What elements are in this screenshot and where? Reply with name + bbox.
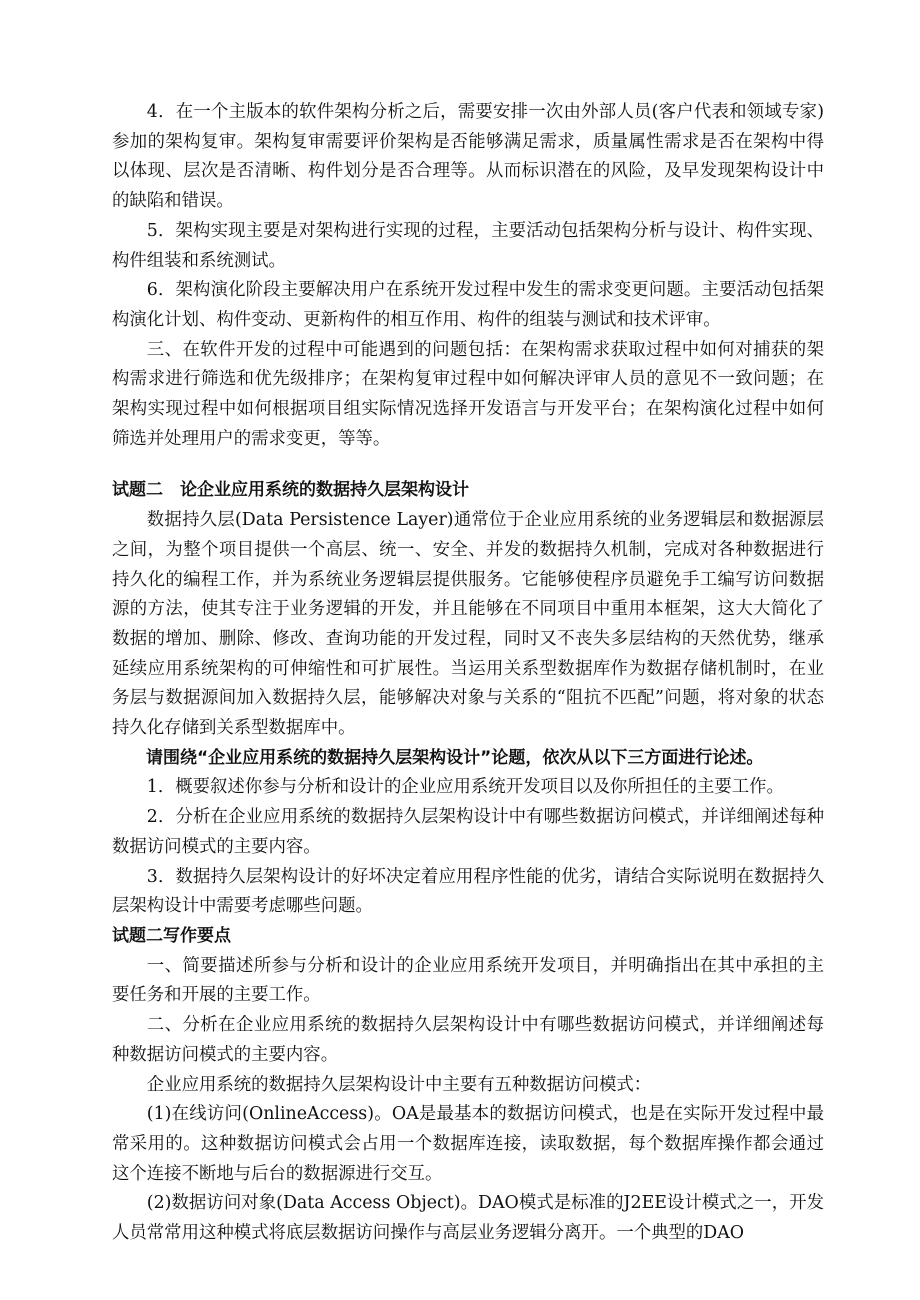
question2-item-3: 3．数据持久层架构设计的好坏决定着应用程序性能的优劣，请结合实际说明在数据持久层架构设计中需要考虑哪些问题。 <box>112 866 824 917</box>
paragraph-item-4: 4．在一个主版本的软件架构分析之后，需要安排一次由外部人员(客户代表和领域专家)参加的架构复审。架构复审需要评价架构是否能够满足需求，质量属性需求是否在架构中得以体现、层次是否清晰、构件划分是否合理等。从而标识潜在的风险，及早发现架构设计中的缺陷和错误。 <box>112 102 824 212</box>
writing-point-3: 企业应用系统的数据持久层架构设计中主要有五种数据访问模式： <box>146 1074 652 1095</box>
writing-point-4: (1)在线访问(OnlineAccess)。OA是最基本的数据访问模式，也是在实际开发过程中最常采用的。这种数据访问模式会占用一个数据库连接，读取数据，每个数据库操作都会通过这个连接不断地与后台的数据源进行交互。 <box>112 1104 824 1184</box>
writing-points-title: 试题二写作要点 <box>112 925 231 946</box>
question2-item-1: 1．概要叙述你参与分析和设计的企业应用系统开发项目以及你所担任的主要工作。 <box>146 777 784 798</box>
paragraph-problems: 三、在软件开发的过程中可能遇到的问题包括：在架构需求获取过程中如何对捕获的架构需求进行筛选和优先级排序；在架构复审过程中如何解决评审人员的意见不一致问题；在架构实现过程中如何根据项目组实际情况选择开发语言与开发平台；在架构演化过程中如何筛选并处理用户的需求变更，等等。 <box>112 339 824 449</box>
document-page <box>112 98 824 1249</box>
writing-point-2: 二、分析在企业应用系统的数据持久层架构设计中有哪些数据访问模式，并详细阐述每种数据访问模式的主要内容。 <box>112 1015 824 1065</box>
section-gap <box>112 454 824 476</box>
question2-title: 试题二 论企业应用系统的数据持久层架构设计 <box>112 480 469 501</box>
question2-item-2: 2．分析在企业应用系统的数据持久层架构设计中有哪些数据访问模式，并详细阐述每种数据访问模式的主要内容。 <box>112 807 824 857</box>
writing-point-1: 一、简要描述所参与分析和设计的企业应用系统开发项目，并明确指出在其中承担的主要任务和开展的主要工作。 <box>112 955 824 1006</box>
writing-point-5: (2)数据访问对象(Data Access Object)。DAO模式是标准的J2EE设计模式之一，开发人员常常用这种模式将底层数据访问操作与高层业务逻辑分离开。一个典型的DAO <box>112 1193 824 1244</box>
question2-instruction: 请围绕“企业应用系统的数据持久层架构设计”论题，依次从以下三方面进行论述。 <box>146 747 764 768</box>
question2-intro: 数据持久层(Data Persistence Layer)通常位于企业应用系统的业务逻辑层和数据源层之间，为整个项目提供一个高层、统一、安全、并发的数据持久机制，完成对各种数据进行持久化的编程工作，并为系统业务逻辑层提供服务。它能够使程序员避免手工编写访问数据源的方法，使其专注于业务逻辑的开发，并且能够在不同项目中重用本框架，这大大简化了数据的增加、删除、修改、查询功能的开发过程，同时又不丧失多层结构的天然优势，继承延续应用系统架构的可伸缩性和可扩展性。当运用关系型数据库作为数据存储机制时，在业务层与数据源间加入数据持久层，能够解决对象与关系的“阻抗不匹配”问题，将对象的状态持久化存储到关系型数据库中。 <box>112 510 824 739</box>
paragraph-item-6: 6．架构演化阶段主要解决用户在系统开发过程中发生的需求变更问题。主要活动包括架构演化计划、构件变动、更新构件的相互作用、构件的组装与测试和技术评审。 <box>112 280 824 330</box>
paragraph-item-5: 5．架构实现主要是对架构进行实现的过程，主要活动包括架构分析与设计、构件实现、构件组装和系统测试。 <box>112 220 824 271</box>
